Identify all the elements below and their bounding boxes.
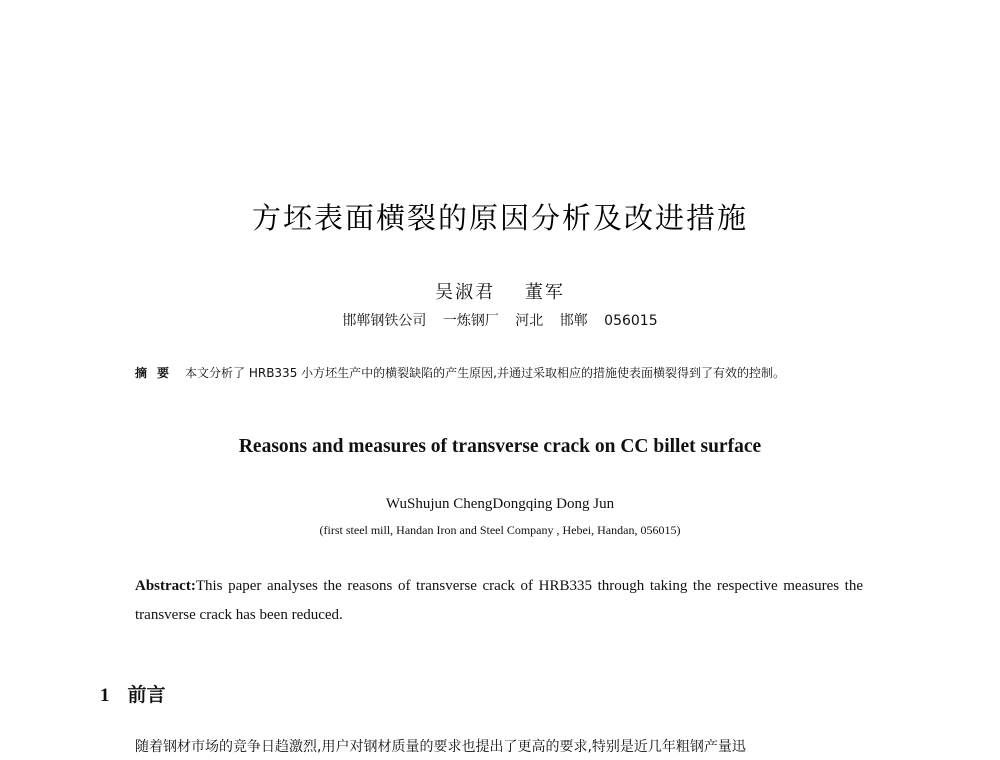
paper-title-cn: 方坯表面横裂的原因分析及改进措施	[251, 201, 748, 235]
abstract-en	[135, 572, 863, 630]
abstract-cn-text: 本文分析了 HRB335 小方坯生产中的横裂缺陷的产生原因,并通过采取相应的措施使表面横裂得到了有效的控制。	[185, 366, 785, 380]
section-heading	[100, 680, 166, 707]
paper-title-en: Reasons and measures of transverse crack on CC billet surface	[238, 436, 762, 457]
section-number: 1	[100, 685, 110, 706]
abstract-cn-label: 摘要	[135, 366, 180, 380]
affiliation-cn: 邯郸钢铁公司 一炼钢厂 河北 邯郸 056015	[342, 313, 658, 329]
affiliation-en: (first steel mill, Handan Iron and Steel Company , Hebei, Handan, 056015)	[319, 523, 681, 537]
abstract-en-text: This paper analyses the reasons of transverse crack of HRB335 through taking the respective measures the transverse crack has been reduced.	[135, 578, 863, 623]
section-title: 前言	[127, 684, 166, 706]
abstract-cn	[135, 360, 870, 386]
body-paragraph: 随着钢材市场的竞争日趋激烈,用户对钢材质量的要求也提出了更高的要求,特别是近几年粗钢产量迅	[135, 739, 746, 755]
abstract-en-label: Abstract:	[135, 578, 196, 594]
authors-cn: 吴淑君 董军	[435, 282, 565, 303]
authors-en: WuShujun ChengDongqing Dong Jun	[385, 496, 615, 512]
